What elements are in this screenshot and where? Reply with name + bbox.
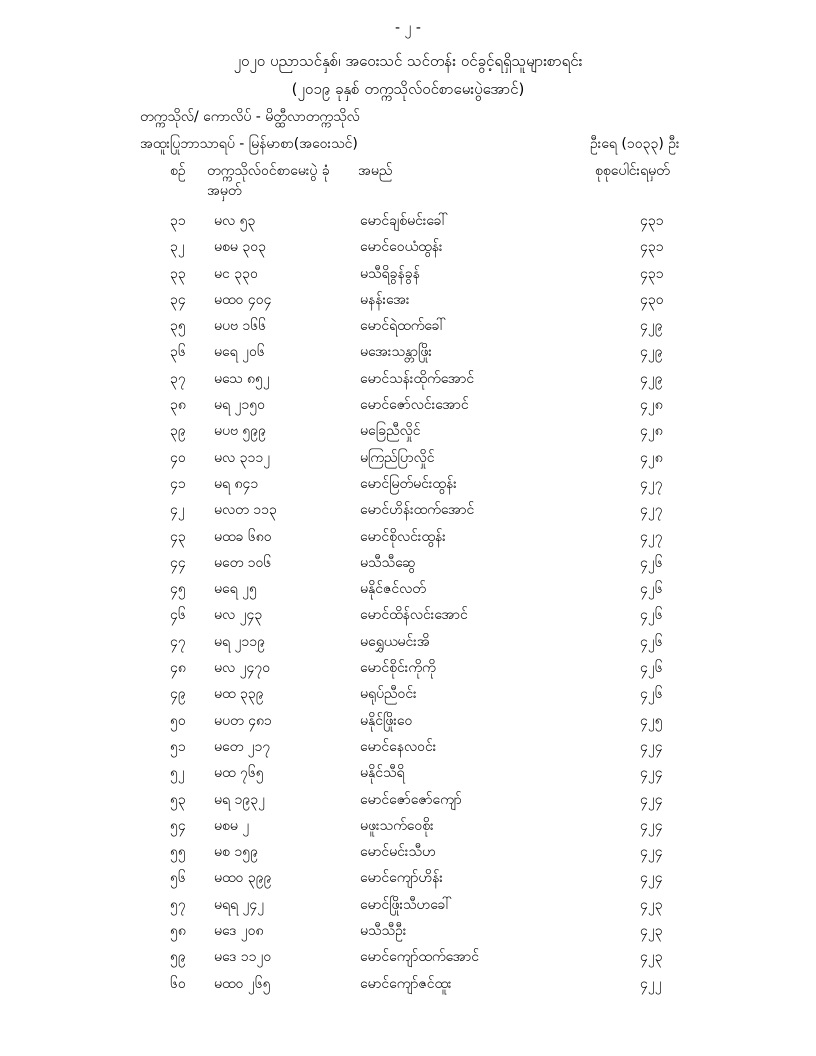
row-number: ၅၆: [170, 870, 186, 887]
roll-number: မထခ ၆၈၀: [214, 528, 272, 545]
student-name: မသီသီဦး: [360, 923, 407, 940]
total-mark: ၄၂၉: [640, 318, 663, 335]
total-mark: ၄၂၂: [640, 975, 662, 992]
student-name: မသီသီဆွေ: [360, 554, 416, 571]
roll-number: မတေ ၂၁၇: [214, 738, 271, 755]
roll-number: မဒေ ၂၀၈: [214, 923, 264, 940]
row-number: ၅၄: [170, 817, 186, 834]
row-number: ၅၁: [170, 738, 186, 755]
table-row: [0, 524, 816, 550]
row-number: ၃၂: [170, 239, 185, 256]
table-row: [0, 261, 816, 287]
row-number: ၅၇: [170, 896, 186, 913]
total-mark: ၄၂၈: [640, 423, 663, 440]
roll-number: မရရ ၂၄၂: [214, 896, 265, 913]
student-name: မဖူးသက်ဝေစိုး: [360, 817, 434, 834]
row-number: ၃၇: [170, 370, 186, 387]
total-mark: ၄၂၄: [640, 817, 663, 834]
student-name: မောင်ချစ်မင်းခေါ်: [360, 213, 448, 229]
total-count: ဦးရေ (၁၀၃၃) ဦး: [590, 136, 680, 152]
university-line: တက္ကသိုလ်/ ကောလိပ် - မိတ္ထီလာတက္ကသိုလ်: [140, 109, 360, 125]
total-mark: ၄၂၉: [640, 370, 663, 387]
total-mark: ၄၂၆: [640, 660, 663, 677]
table-row: [0, 760, 816, 786]
total-mark: ၄၂၇: [640, 475, 663, 492]
row-number: ၅၂: [170, 765, 185, 782]
row-number: ၄၄: [170, 554, 186, 571]
total-mark: ၄၂၄: [640, 765, 663, 782]
table-row: [0, 681, 816, 707]
roll-number: မစမ ၂: [214, 817, 250, 834]
table-row: [0, 208, 816, 234]
row-number: ၄၅: [170, 581, 186, 598]
table-row: [0, 787, 816, 813]
table-row: [0, 287, 816, 313]
row-number: ၄၁: [170, 475, 186, 492]
student-name: မောင်သန်းထိုက်အောင်: [360, 370, 475, 387]
roll-number: မရ ၂၁၁၉: [214, 633, 265, 650]
total-mark: ၄၂၆: [640, 607, 663, 624]
student-name: မခြေညီလှိုင်: [360, 423, 421, 440]
column-header-name: အမည်: [358, 163, 393, 179]
results-table: [0, 208, 816, 997]
total-mark: ၄၂၄: [640, 791, 663, 808]
row-number: ၃၃: [170, 265, 186, 282]
roll-number: မစမ ၃၀၃: [214, 239, 266, 256]
total-mark: ၄၂၆: [640, 581, 663, 598]
total-mark: ၄၂၅: [640, 712, 663, 729]
table-row: [0, 602, 816, 628]
row-number: ၃၉: [170, 423, 186, 440]
student-name: မနိုင်သီရိ: [360, 765, 405, 782]
table-row: [0, 944, 816, 970]
total-mark: ၄၂၇: [640, 502, 663, 519]
student-name: မနိုင်ဇင်လတ်: [360, 581, 426, 598]
document-title: ၂၀၂၀ ပညာသင်နှစ်၊ အဝေးသင် သင်တန်း ဝင်ခွင့်ရရှိသူများစာရင်း: [233, 52, 583, 70]
row-number: ၄၈: [170, 660, 186, 677]
roll-number: မရ ၂၁၅၀: [214, 397, 265, 414]
student-name: မောင်နေလဝင်း: [360, 738, 437, 755]
student-name: မောင်ဝေယံထွန်း: [360, 239, 443, 256]
student-name: မောင်ထိန်လင်းအောင်: [360, 607, 468, 624]
column-header-mark: စုစုပေါင်းရမှတ်: [595, 163, 670, 179]
roll-number: မထဝ ၄၀၄: [214, 291, 272, 308]
table-row: [0, 629, 816, 655]
roll-number: မထဝ ၃၉၉: [214, 870, 272, 887]
total-mark: ၄၂၃: [640, 896, 663, 913]
student-name: မောင်ဟိန်းထက်အောင်: [360, 502, 475, 519]
roll-number: မလ ၃၁၁၂: [214, 449, 271, 466]
table-row: [0, 708, 816, 734]
row-number: ၅၃: [170, 791, 186, 808]
roll-number: မရေ ၂၅: [214, 581, 257, 598]
roll-number: မထ ၇၆၅: [214, 765, 264, 782]
student-name: မောင်စိုလင်းထွန်း: [360, 528, 446, 545]
table-row: [0, 892, 816, 918]
row-number: ၄၂: [170, 502, 185, 519]
total-mark: ၄၂၇: [640, 528, 663, 545]
total-mark: ၄၃၁: [640, 239, 664, 256]
column-header-roll: တက္ကသိုလ်ဝင်စာမေးပွဲ ခုံအမှတ်: [207, 163, 330, 199]
total-mark: ၄၃၁: [640, 213, 664, 229]
student-name: မနိုင်ဖြိုးဝေ: [360, 712, 413, 729]
total-mark: ၄၂၆: [640, 554, 663, 571]
page-number: - ၂ -: [395, 20, 421, 36]
roll-number: မထ ၃၃၉: [214, 686, 264, 703]
roll-number: မပဗ ၁၆၆: [214, 318, 267, 335]
total-mark: ၄၂၄: [640, 844, 663, 861]
row-number: ၅၈: [170, 923, 186, 940]
total-mark: ၄၂၆: [640, 686, 663, 703]
student-name: မောင်ဇော်လင်းအောင်: [360, 397, 469, 414]
row-number: ၅၉: [170, 949, 186, 966]
roll-number: မင ၃၃၀: [214, 265, 258, 282]
roll-number: မလတ ၁၁၃: [214, 502, 277, 519]
roll-number: မသေ ၈၅၂: [214, 370, 270, 387]
roll-number: မရ ၁၉၃၂: [214, 791, 265, 808]
table-row: [0, 734, 816, 760]
table-row: [0, 339, 816, 365]
total-mark: ၄၂၃: [640, 923, 663, 940]
student-name: မောင်ရဲထက်ခေါ်: [360, 318, 446, 335]
table-row: [0, 971, 816, 997]
student-name: မောင်ကျော်ဟိန်း: [360, 870, 443, 887]
student-name: မောင်စိုင်းကိုကို: [360, 660, 436, 677]
total-mark: ၄၂၄: [640, 870, 663, 887]
roll-number: မလ ၂၄၇၀: [214, 660, 271, 677]
row-number: ၆၀: [170, 975, 186, 992]
column-header-no: စဉ်: [170, 163, 186, 179]
student-name: မောင်ဇော်ဇော်ကျော်: [360, 791, 462, 808]
student-name: မောင်ဖြိုးသီဟခေါ်: [360, 896, 452, 913]
table-row: [0, 918, 816, 944]
table-row: [0, 865, 816, 891]
row-number: ၃၄: [170, 291, 186, 308]
row-number: ၃၅: [170, 318, 186, 335]
table-row: [0, 313, 816, 339]
table-row: [0, 497, 816, 523]
roll-number: မတေ ၁၀၆: [214, 554, 272, 571]
table-row: [0, 839, 816, 865]
table-row: [0, 550, 816, 576]
student-name: မသီရိခွန်ခွန်: [360, 265, 420, 282]
subject-line: အထူးပြုဘာသာရပ် - မြန်မာစာ(အဝေးသင်): [140, 136, 358, 152]
roll-number: မပတ ၄၈၁: [214, 712, 272, 729]
roll-number: မရ ၈၄၁: [214, 475, 259, 492]
roll-number: မလ ၅၃: [214, 213, 256, 229]
student-name: မကြည်ပြာလှိုင်: [360, 449, 435, 466]
total-mark: ၄၂၄: [640, 738, 663, 755]
student-name: မရွှေယမင်းအိ: [360, 633, 430, 650]
table-row: [0, 418, 816, 444]
row-number: ၄၇: [170, 633, 186, 650]
total-mark: ၄၃၀: [640, 291, 664, 308]
roll-number: မဒေ ၁၁၂၀: [214, 949, 272, 966]
document-subtitle: (၂၀၁၉ ခုနှစ် တက္ကသိုလ်ဝင်စာမေးပွဲအောင်): [291, 80, 525, 98]
table-row: [0, 655, 816, 681]
roll-number: မရေ ၂၀၆: [214, 344, 265, 361]
total-mark: ၄၃၁: [640, 265, 664, 282]
student-name: မောင်ကျော်ထက်အောင်: [360, 949, 480, 966]
total-mark: ၄၂၈: [640, 397, 663, 414]
row-number: ၃၁: [170, 213, 186, 229]
total-mark: ၄၂၈: [640, 449, 663, 466]
row-number: ၅၅: [170, 844, 186, 861]
table-row: [0, 471, 816, 497]
table-row: [0, 392, 816, 418]
row-number: ၄၃: [170, 528, 186, 545]
roll-number: မထဝ ၂၆၅: [214, 975, 271, 992]
student-name: မရုပ်ညီဝင်း: [360, 686, 417, 703]
student-name: မနန်းအေး: [360, 291, 410, 308]
table-row: [0, 813, 816, 839]
total-mark: ၄၂၆: [640, 633, 663, 650]
total-mark: ၄၂၉: [640, 344, 663, 361]
table-row: [0, 366, 816, 392]
table-row: [0, 234, 816, 260]
total-mark: ၄၂၃: [640, 949, 663, 966]
row-number: ၅၀: [170, 712, 186, 729]
student-name: မောင်ကျော်ဇင်ထူး: [360, 975, 452, 992]
row-number: ၄၉: [170, 686, 186, 703]
row-number: ၃၆: [170, 344, 186, 361]
student-name: မောင်မင်းသီဟ: [360, 844, 436, 861]
table-row: [0, 445, 816, 471]
table-row: [0, 576, 816, 602]
roll-number: မပဗ ၅၉၉: [214, 423, 267, 440]
student-name: မအေးသန္တာဖြိုး: [360, 344, 432, 361]
row-number: ၄၆: [170, 607, 186, 624]
roll-number: မလ ၂၄၃: [214, 607, 263, 624]
row-number: ၄၀: [170, 449, 186, 466]
student-name: မောင်မြတ်မင်းထွန်း: [360, 475, 457, 492]
row-number: ၃၈: [170, 397, 186, 414]
roll-number: မစ ၁၅၉: [214, 844, 258, 861]
